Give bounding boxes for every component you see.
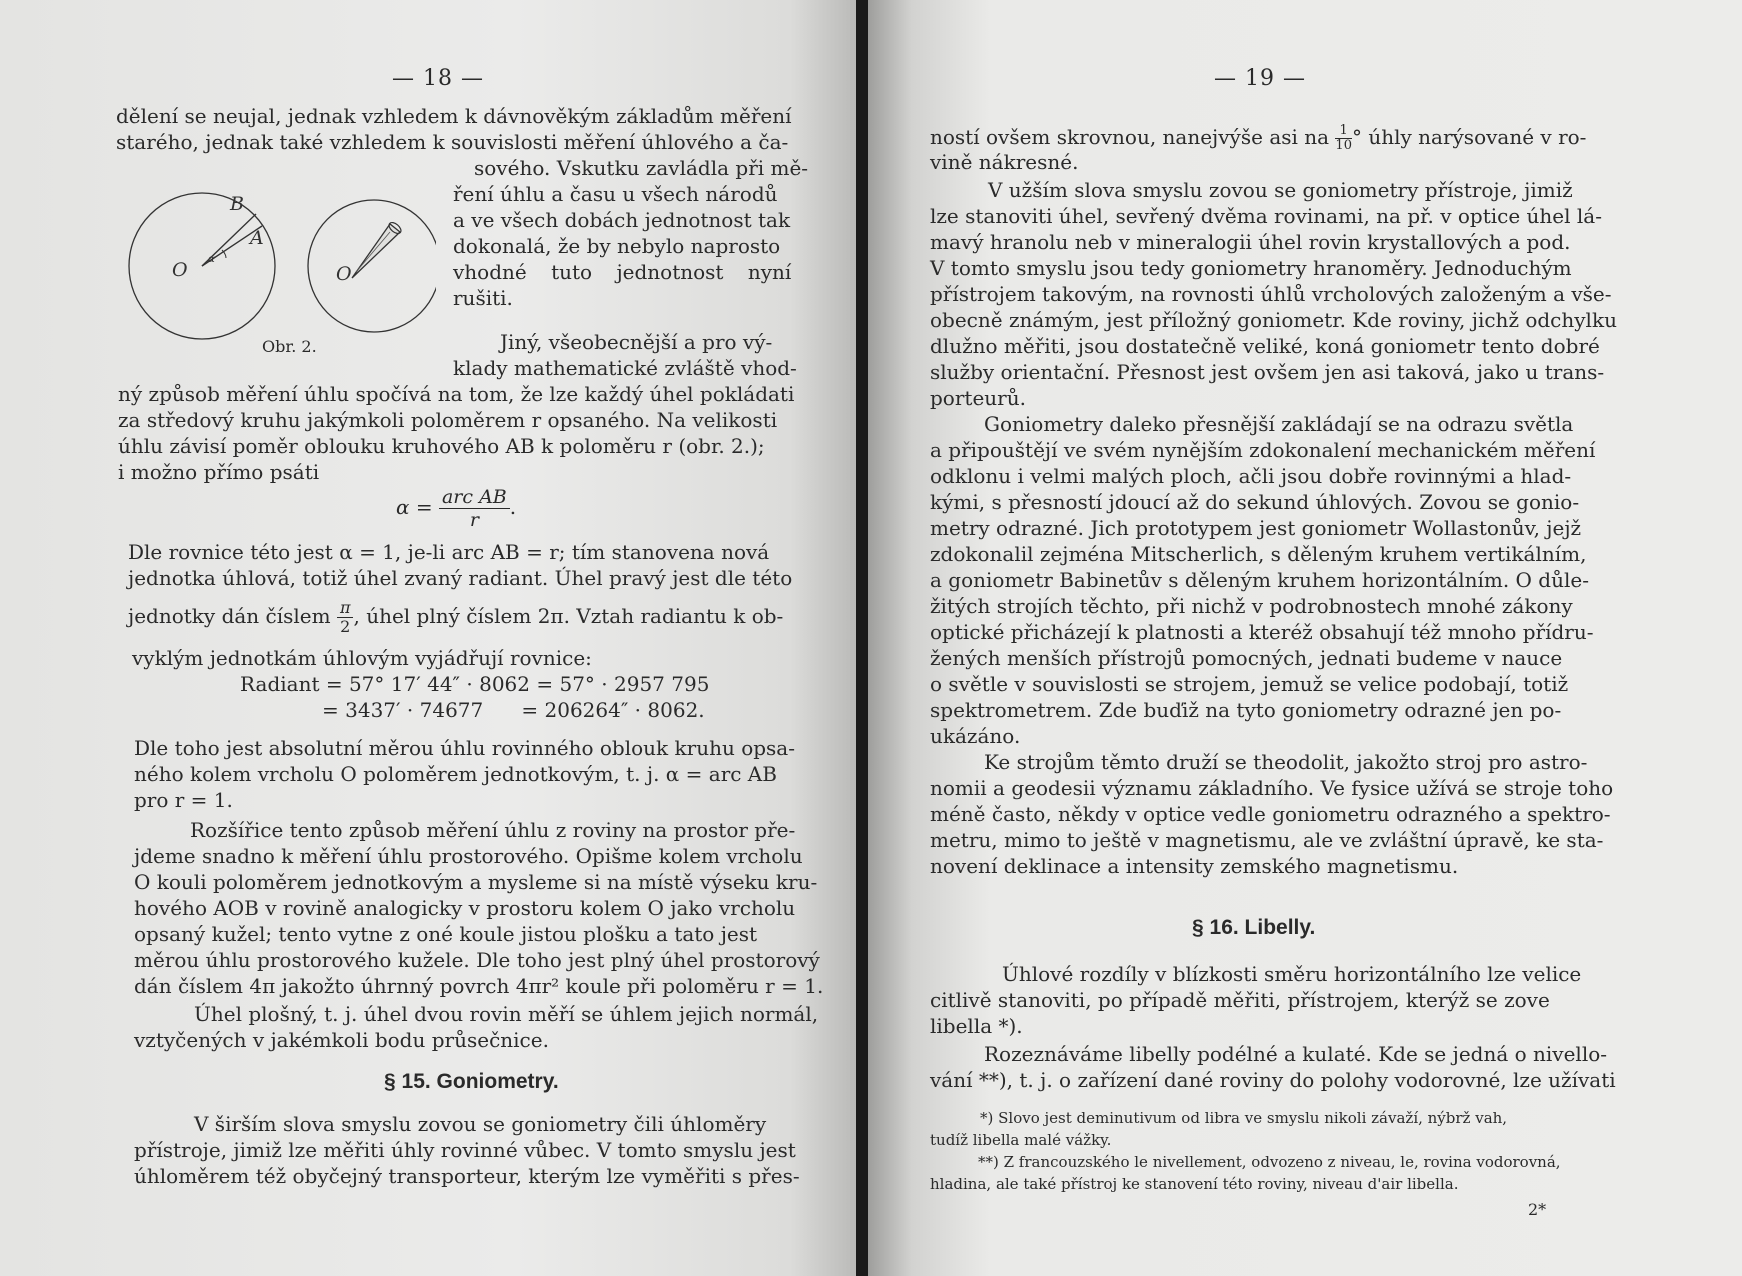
text-line: libella *). [930, 1014, 1023, 1038]
footnote-line: tudíž libella malé vážky. [930, 1131, 1112, 1149]
formula-radiant-2: = 3437′ · 74677 = 206264″ · 8062. [322, 698, 705, 722]
text-line: vhodné tuto jednotnost nyní [453, 260, 792, 284]
text-line: jednotka úhlová, totiž úhel zvaný radiant. Úhel pravý jest dle této [128, 566, 793, 590]
page-number-18: — 18 — [392, 66, 484, 91]
formula-end: . [509, 495, 517, 519]
left-circle [129, 193, 275, 339]
text-line: i možno přímo psáti [118, 460, 320, 484]
text-line: dokonalá, že by nebylo naprosto [453, 234, 781, 258]
text-line: služby orientační. Přesnost jest ovšem jen asi taková, jako u trans- [930, 360, 1605, 384]
footnote-line: *) Slovo jest deminutivum od libra ve smyslu nikoli závaží, nýbrž vah, [980, 1109, 1508, 1127]
right-page [868, 0, 1742, 1276]
label-alpha: α [208, 254, 215, 265]
fraction-numerator: π [337, 599, 354, 618]
fraction-numerator: 1 [1335, 124, 1352, 139]
text-line: klady mathematické zvláště vhod- [453, 356, 797, 380]
label-o-right: O [336, 263, 352, 285]
text-line: V užším slova smyslu zovou se goniometry přístroje, jimiž [988, 178, 1573, 202]
text-line: Úhlové rozdíly v blízkosti směru horizontálního lze velice [1002, 962, 1582, 986]
section-heading-16: § 16. Libelly. [1192, 916, 1316, 939]
footnote-line: hladina, ale také přístroj ke stanovení této roviny, niveau d'air libella. [930, 1175, 1459, 1193]
text-line: O kouli poloměrem jednotkovým a mysleme si na místě výseku kru- [134, 870, 818, 894]
text-line: novení deklinace a intensity zemského magnetismu. [930, 854, 1459, 878]
text-line: o světle v souvislosti se strojem, jemuž se velice podobají, totiž [930, 672, 1569, 696]
text-line: dělení se neujal, jednak vzhledem k dávnověkým základům měření [116, 104, 792, 128]
text-line: a připouštějí ve svém nynějším zdokonalení mechanickém měření [930, 438, 1596, 462]
text-line: Dle toho jest absolutní měrou úhlu rovinného oblouk kruhu opsa- [134, 736, 795, 760]
signature-mark: 2* [1528, 1200, 1547, 1219]
text-line: odklonu i velmi malých ploch, ačli jsou dobře rovinnými a hlad- [930, 464, 1572, 488]
text-line: ného kolem vrcholu O poloměrem jednotkovým, t. j. α = arc AB [134, 762, 777, 786]
text-line: Ke strojům těmto druží se theodolit, jakožto stroj pro astro- [984, 750, 1588, 774]
text-line-fraction [930, 120, 1586, 154]
pi-half-fraction [337, 599, 354, 636]
text-line: Goniometry daleko přesnější zakládají se na odrazu světla [984, 412, 1574, 436]
text-line: Rozšířice tento způsob měření úhlu z roviny na prostor pře- [190, 818, 796, 842]
footnote-line: **) Z francouzského le nivellement, odvozeno z niveau, le, rovina vodorovná, [978, 1153, 1561, 1171]
text-line: úhloměrem též obyčejný transporteur, kterým lze vyměřiti s přes- [134, 1164, 800, 1188]
text-line: žitých strojích těchto, při nichž v podrobnostech mnohé zákony [930, 594, 1573, 618]
fraction-denominator: 2 [340, 617, 351, 636]
text-line: mavý hranolu neb v mineralogii úhel rovin krystallových a pod. [930, 230, 1571, 254]
figure-circles [126, 188, 436, 340]
text-line: za středový kruhu jakýmkoli poloměrem r opsaného. Na velikosti [118, 408, 778, 432]
text-line: Rozeznáváme libelly podélné a kulaté. Kde se jedná o nivello- [984, 1042, 1608, 1066]
label-a: A [250, 227, 264, 249]
figure-caption: Obr. 2. [262, 337, 317, 356]
formula-radiant-1: Radiant = 57° 17′ 44″ · 8062 = 57° · 2957 795 [240, 672, 710, 696]
text-line: opsaný kužel; tento vytne z oné koule jistou plošku a tato jest [134, 922, 758, 946]
text-line: ukázáno. [930, 724, 1021, 748]
text-line: přístrojem takovým, na rovnosti úhlů vrcholových založeným a vše- [930, 282, 1612, 306]
page-number-19: — 19 — [1214, 66, 1306, 91]
text-line: citlivě stanoviti, po případě měřiti, přístrojem, kterýž se zove [930, 988, 1550, 1012]
fraction-denominator: r [469, 509, 479, 531]
text-line: Jiný, všeobecnější a pro vý- [500, 330, 773, 354]
text-line: vání **), t. j. o zařízení dané roviny do polohy vodorovné, lze užívati [930, 1068, 1616, 1092]
line-end: ° úhly narýsované v ro- [1351, 125, 1587, 149]
text-line: dlužno měřiti, jsou dostatečně veliké, koná goniometr tento dobré [930, 334, 1600, 358]
text-line: měrou úhlu prostorového kužele. Dle toho jest plný úhel prostorový [134, 948, 820, 972]
right-circle [308, 200, 436, 332]
formula-alpha [396, 486, 516, 531]
text-line: pro r = 1. [134, 788, 233, 812]
text-line: méně často, někdy v optice vedle goniometru odrazného a spektro- [930, 802, 1611, 826]
text-line: a goniometr Babinetův s děleným kruhem horizontálním. O důle- [930, 568, 1589, 592]
text-line: jdeme snadno k měření úhlu prostorového. Opišme kolem vrcholu [134, 844, 803, 868]
text-line: a ve všech dobách jednotnost tak [453, 208, 791, 232]
text-line: vině nákresné. [930, 150, 1079, 174]
text-line: starého, jednak také vzhledem k souvislosti měření úhlového a ča- [116, 130, 789, 154]
text-line: žených menších přístrojů pomocných, jednati budeme v nauce [930, 646, 1563, 670]
fraction-numerator: arc AB [439, 486, 510, 509]
text-line: sového. Vskutku zavládla při mě- [474, 156, 809, 180]
text-line: vyklým jednotkám úhlovým vyjádřují rovnice: [132, 646, 592, 670]
text-line: Dle rovnice této jest α = 1, je-li arc AB = r; tím stanovena nová [128, 540, 770, 564]
fraction-denominator: 10 [1335, 138, 1352, 153]
text-line: kými, s přesností jdoucí až do sekund úhlových. Zovou se gonio- [930, 490, 1580, 514]
text-line: úhlu závisí poměr oblouku kruhového AB k poloměru r (obr. 2.); [118, 434, 765, 458]
text-line: Úhel plošný, t. j. úhel dvou rovin měří se úhlem jejich normál, [194, 1002, 819, 1026]
formula-fraction [439, 486, 510, 531]
label-b: B [230, 193, 244, 215]
section-heading-15: § 15. Goniometry. [384, 1070, 559, 1093]
line-start: ností ovšem skrovnou, nanejvýše asi na [930, 125, 1330, 149]
text-line: vztyčených v jakémkoli bodu průsečnice. [134, 1028, 549, 1052]
text-line: V širším slova smyslu zovou se goniometry čili úhloměry [194, 1112, 767, 1136]
text-line: spektrometrem. Zde buďiž na tyto goniometry odrazné jen po- [930, 698, 1562, 722]
text-line: metru, mimo to ještě v magnetismu, ale ve zvláštní úpravě, ke sta- [930, 828, 1604, 852]
formula-lhs: α = [396, 495, 433, 519]
text-line: hového AOB v rovině analogicky v prostoru kolem O jako vrcholu [134, 896, 796, 920]
line-end: , úhel plný číslem 2π. Vztah radiantu k ob- [353, 604, 784, 628]
line-start: jednotky dán číslem [128, 604, 331, 628]
text-line: optické přicházejí k platnosti a kteréž obsahují též mnoho přídru- [930, 620, 1594, 644]
left-page [0, 0, 858, 1276]
text-line: přístroje, jimiž lze měřiti úhly rovinné vůbec. V tomto smyslu jest [134, 1138, 796, 1162]
text-line: dán číslem 4π jakožto úhrnný povrch 4πr² koule při poloměru r = 1. [134, 974, 824, 998]
text-line: zdokonalil zejména Mitscherlich, s děleným kruhem vertikálním, [930, 542, 1587, 566]
text-line-fraction [128, 594, 783, 638]
text-line: nomii a geodesii významu základního. Ve fysice užívá se stroje toho [930, 776, 1614, 800]
text-line: V tomto smyslu jsou tedy goniometry hranoměry. Jednoduchým [930, 256, 1572, 280]
text-line: metry odrazné. Jich prototypem jest goniometr Wollastonův, jejž [930, 516, 1582, 540]
text-line: obecně známým, jest příložný goniometr. Kde roviny, jichž odchylku [930, 308, 1617, 332]
text-line: ný způsob měření úhlu spočívá na tom, že lze každý úhel pokládati [118, 382, 795, 406]
text-line: rušiti. [453, 286, 513, 310]
text-line: lze stanoviti úhel, sevřený dvěma rovinami, na př. v optice úhel lá- [930, 204, 1602, 228]
one-tenth-fraction [1335, 124, 1352, 153]
label-o: O [172, 259, 188, 281]
text-line: porteurů. [930, 386, 1026, 410]
text-line: ření úhlu a času u všech národů [453, 182, 778, 206]
